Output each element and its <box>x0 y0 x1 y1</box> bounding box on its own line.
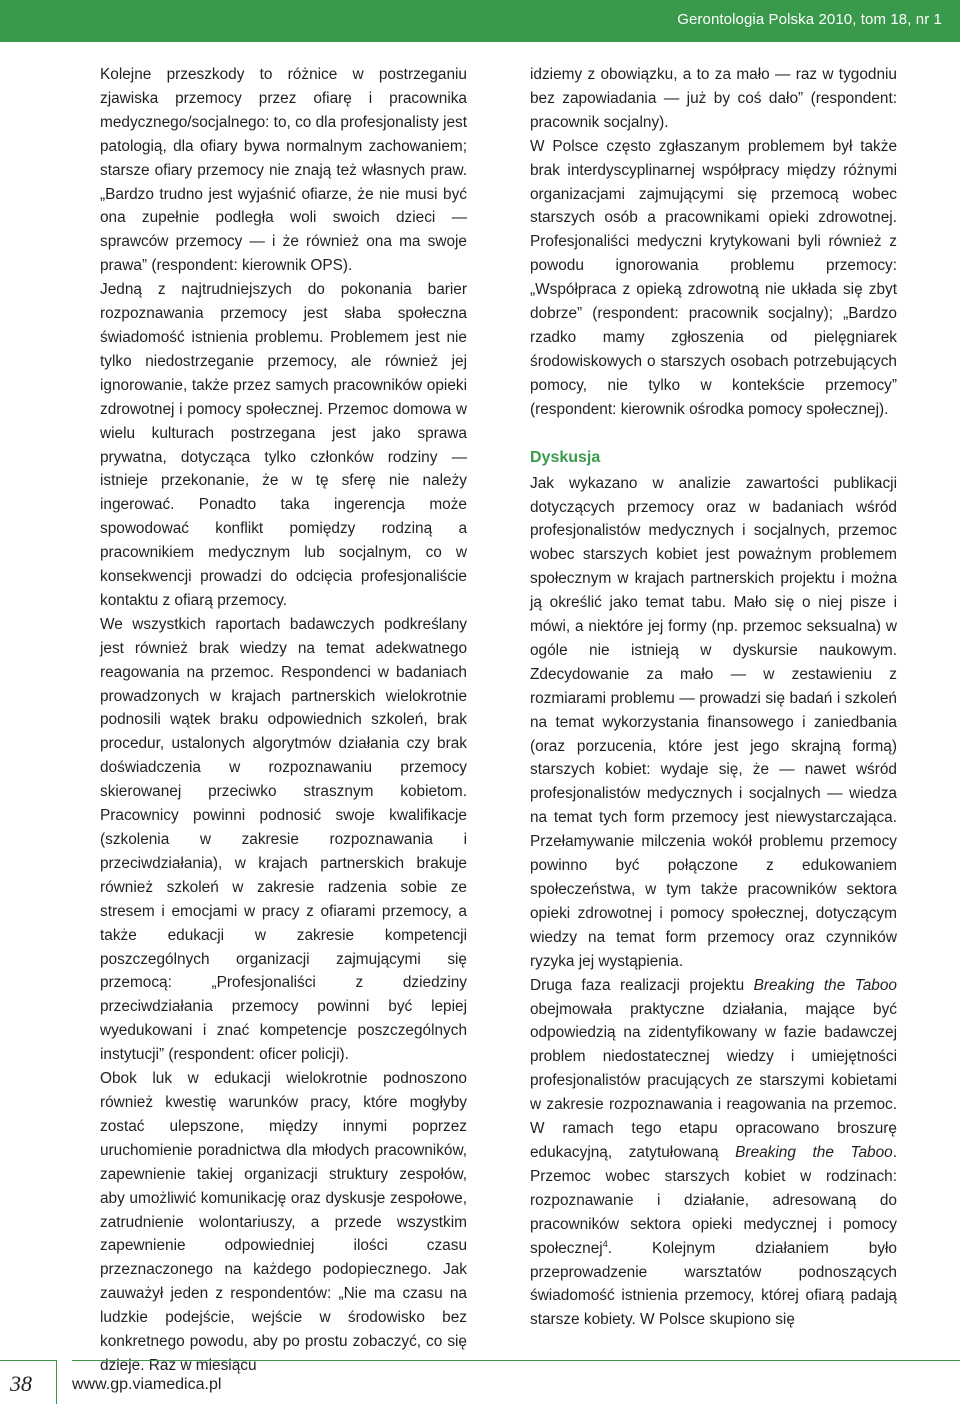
paragraph <box>530 974 897 1333</box>
brochure-title: Breaking the Taboo <box>735 1143 893 1161</box>
header-bar <box>0 0 960 42</box>
section-heading: Dyskusja <box>530 448 601 466</box>
text-run: obejmowała praktyczne działania, mające być odpowiedzią na zidentyfikowany w fazie badawczej problem niedostatecznej wiedzy i umiejętności profesjonalistów pracujących ze starszymi kobietami w zakresie rozpoznawania i reagowania na przemoc. W ramach tego etapu opracowano broszurę edukacyjną, zatytułowaną <box>530 1000 897 1161</box>
paragraph: Kolejne przeszkody to różnice w postrzeganiu zjawiska przemocy przez ofiarę i pracownika medycznego/socjalnego: to, co dla profesjonalisty jest patologią, dla ofiary bywa normalnym zachowaniem; starsze ofiary przemocy nie znają też własnych praw. „Bardzo trudno jest wyjaśnić ofiarze, że nie musi być ona zupełnie podległa woli swoich dzieci — sprawców przemocy — i że również ona ma swoje prawa” (respondent: kierownik OPS). <box>100 66 468 275</box>
page-number: 38 <box>10 1371 32 1396</box>
text-run: Druga faza realizacji projektu <box>530 976 754 994</box>
footer-divider <box>72 1360 960 1361</box>
project-title: Breaking the Taboo <box>753 976 897 994</box>
running-head: Gerontologia Polska 2010, tom 18, nr 1 <box>677 11 942 28</box>
page-footer <box>0 1360 960 1403</box>
text-run: . Kolejnym działaniem było przeprowadzenie warsztatów podnoszących świadomość istnienia przemocy, której ofiarą padają starsze kobiety. W Polsce skupiono się <box>530 1239 897 1329</box>
paragraph: W Polsce często zgłaszanym problemem był także brak interdyscyplinarnej współpracy między różnymi organizacjami zajmującymi się przemocą wobec starszych osób a pracownikami opieki zdrowotnej. Profesjonaliści medyczni krytykowani byli również z powodu ignorowania problemu przemocy: „Współpraca z opieką zdrowotną nie układa się zbyt dobrze” (respondent: pracownik socjalny); „Bardzo rzadko mamy zgłoszenia od pielęgniarek środowiskowych o starszych osobach potrzebujących pomocy, nie tylko w kontekście przemocy” (respondent: kierownik ośrodka pomocy społecznej). <box>530 137 897 418</box>
paragraph: Jak wykazano w analizie zawartości publikacji dotyczących przemocy oraz w badaniach wśród profesjonalistów medycznych i socjalnych, przemoc wobec starszych kobiet jest poważnym problemem społecznym w krajach partnerskich projektu i można ją określić jako temat tabu. Mało się o niej pisze i mówi, a niektóre jej formy (np. przemoc seksualna) w ogóle nie istnieją w dyskursie naukowym. Zdecydowanie za mało — w zestawieniu z rozmiarami problemu — prowadzi się badań i szkoleń na temat wykorzystania finansowego i zaniedbania (oraz porzucenia, które jest jego skrajną formą) starszych kobiet: wydaje się, że — nawet wśród profesjonalistów medycznych i socjalnych — wiedza na temat tych form przemocy jest niewystarczająca. Przełamywanie milczenia wokół problemu przemocy powinno być połączone z edukowaniem społeczeństwa, w tym także pracowników sektora opieki zdrowotnej i pomocy społecznej, dotyczącym wiedzy na temat form przemocy oraz czynników ryzyka jej wystąpienia. <box>530 474 897 970</box>
paragraph: Obok luk w edukacji wielokrotnie podnoszono również kwestię warunków pracy, które mogłyby zostać ulepszone, między innymi poprzez uruchomienie poradnictwa dla młodych pracowników, zapewnienie takiej organizacji struktury zespołów, aby umożliwić komunikację oraz dyskusje zespołowe, zatrudnienie wolontariuszy, a przede wszystkim zapewnienie odpowiedniej ilości czasu przeznaczonego na każdego podopiecznego. Jak zauważył jeden z respondentów: „Nie ma czasu na ludzkie podejście, wejście w środowisko bez konkretnego powodu, aby po prostu zobaczyć, co się dzieje. Raz w miesiącu <box>100 1070 467 1374</box>
paragraph: idziemy z obowiązku, a to za mało — raz w tygodniu bez zapowiadania — już by coś dało” (respondent: pracownik socjalny). <box>530 66 897 131</box>
page-number-box <box>0 1360 57 1404</box>
website-link[interactable]: www.gp.viamedica.pl <box>72 1376 222 1393</box>
right-column <box>530 63 897 1332</box>
paragraph: Jedną z najtrudniejszych do pokonania barier rozpoznawania przemocy jest słaba społeczna świadomość istnienia problemu. Problemem jest nie tylko niedostrzeganie przemocy, ale również jej ignorowanie, także przez samych pracowników opieki zdrowotnej i pomocy społecznej. Przemoc domowa w wielu kulturach postrzegana jest jako sprawa prywatna, dotycząca tylko członków rodziny — istnieje przekonanie, że w tę sferę nie należy ingerować. Ponadto taka ingerencja może spowodować konflikt pomiędzy rodziną a pracownikiem medycznym lub socjalnym, co w konsekwencji prowadzi do odcięcia profesjonaliście kontaktu z ofiarą przemocy. <box>100 281 467 609</box>
paragraph: We wszystkich raportach badawczych podkreślany jest również brak wiedzy na temat adekwatnego reagowania na przemoc. Respondenci w badaniach prowadzonych w krajach partnerskich wielokrotnie podnosili wątek braku odpowiednich szkoleń, brak procedur, ustalonych algorytmów działania czy brak doświadczenia w rozpoznawaniu przemocy skierowanej przeciwko strasznym kobietom. Pracownicy powinni podnosić swoje kwalifikacje (szkolenia w zakresie rozpoznawania i przeciwdziałania), w krajach partnerskich brakuje również szkoleń w zakresie radzenia sobie ze stresem i emocjami w pracy z ofiarami przemocy, a także edukacji w zakresie kompetencji poszczególnych organizacji zajmującymi się przemocą: „Profesjonaliści z dziedziny przeciwdziałania przemocy powinni być lepiej wyedukowani i znać kompetencje poszczególnych instytucji” (respondent: oficer policji). <box>100 615 467 1064</box>
left-column <box>100 63 467 1378</box>
footnote-marker: 4 <box>602 1238 608 1249</box>
text-run: . Przemoc wobec starszych kobiet w rodzinach: rozpoznawanie i działanie, adresowaną do pracowników sektora opieki medycznej i pomocy społecznej <box>530 1143 898 1257</box>
